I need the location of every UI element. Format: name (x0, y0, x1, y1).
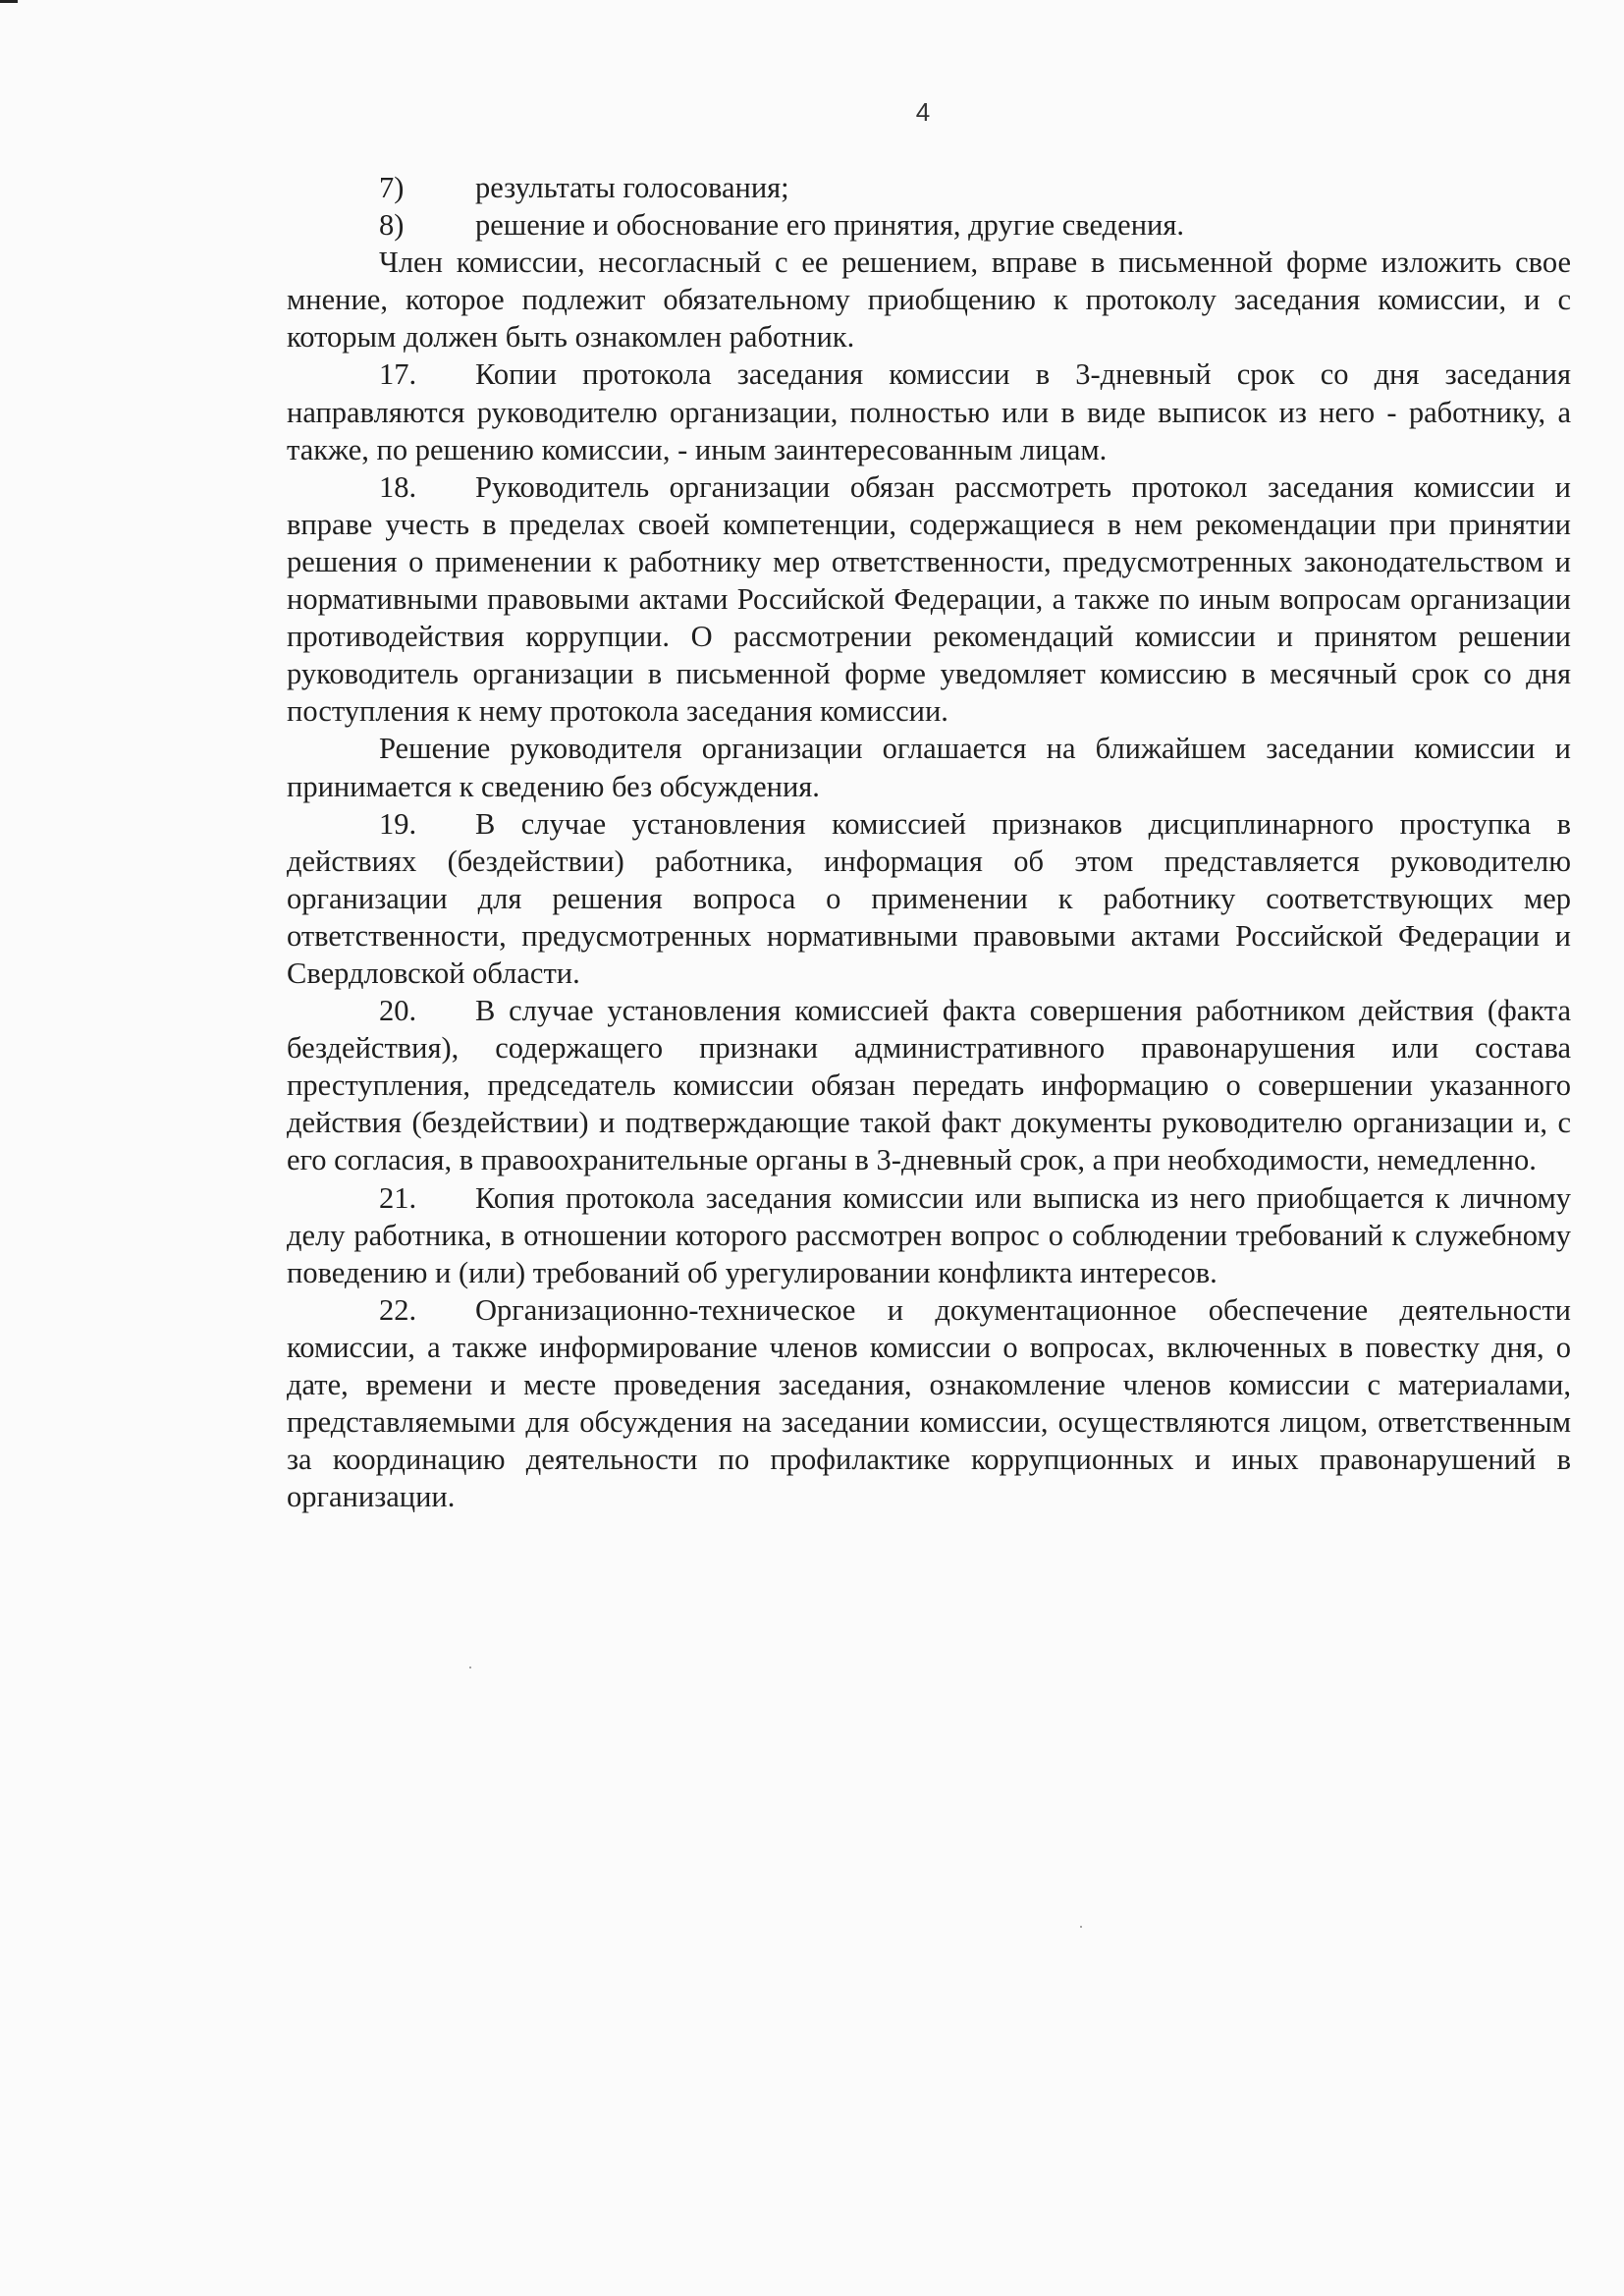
paragraph-text: Член комиссии, несогласный с ее решением, вправе в письменной форме изложить свое мнение, которое подлежит обязательному приобщению к протоколу заседания комиссии, и с которым должен быть ознакомлен работник. (287, 246, 1571, 355)
document-body (287, 169, 1571, 1515)
clause-number: 17. (379, 357, 417, 392)
clause-20 (287, 992, 1571, 1178)
clause-text: В случае установления комиссией факта совершения работником действия (факта бездействия), содержащего признаки административного правонарушения или состава преступления, председатель комиссии обязан передать информацию о совершении указанного действия (бездействии) и подтверждающие такой факт документы руководителю организации и, с его согласия, в правоохранительные органы в 3-дневный срок, а при необходимости, немедленно. (287, 994, 1571, 1177)
clause-number: 19. (379, 806, 417, 841)
clause-number: 18. (379, 469, 417, 504)
item-text: решение и обоснование его принятия, другие сведения. (475, 208, 1184, 243)
clause-19 (287, 805, 1571, 992)
list-item-7 (287, 169, 1571, 206)
list-item-8 (287, 206, 1571, 244)
clause-22 (287, 1291, 1571, 1516)
scan-corner-mark (0, 0, 18, 3)
paragraph-decision (287, 730, 1571, 804)
item-number: 7) (379, 171, 405, 204)
clause-text: Организационно-техническое и документационное обеспечение деятельности комиссии, а также информирование членов комиссии о вопросах, включенных в повестку дня, о дате, времени и месте проведения заседания, ознакомление членов комиссии с материалами, представляемыми для обсуждения на заседании комиссии, осуществляются лицом, ответственным за координацию деятельности по профилактике коррупционных и иных правонарушений в организации. (287, 1292, 1571, 1514)
clause-text: Копии протокола заседания комиссии в 3-дневный срок со дня заседания направляются руководителю организации, полностью или в виде выписок из него - работнику, а также, по решению комиссии, - иным заинтересованным лицам. (287, 357, 1571, 466)
clause-text: Руководитель организации обязан рассмотреть протокол заседания комиссии и вправе учесть в пределах своей компетенции, содержащиеся в нем рекомендации при принятии решения о применении к работнику мер ответственности, предусмотренных законодательством и нормативными правовыми актами Российской Федерации, а также по иным вопросам организации противодействия коррупции. О рассмотрении рекомендаций комиссии и принятом решении руководитель организации в письменной форме уведомляет комиссию в месячный срок со дня поступления к нему протокола заседания комиссии. (287, 469, 1571, 729)
page-number: 4 (915, 97, 931, 127)
item-number: 8) (379, 208, 405, 243)
paragraph-dissent (287, 244, 1571, 355)
clause-21 (287, 1179, 1571, 1291)
clause-text: В случае установления комиссией признаков дисциплинарного проступка в действиях (бездействии) работника, информация об этом представляется руководителю организации для решения вопроса о применении к работнику соответствующих мер ответственности, предусмотренных нормативными правовыми актами Российской Федерации и Свердловской области. (287, 806, 1571, 990)
clause-number: 22. (379, 1292, 417, 1327)
item-text: результаты голосования; (475, 171, 789, 204)
paragraph-text: Решение руководителя организации оглашается на ближайшем заседании комиссии и принимается к сведению без обсуждения. (287, 732, 1571, 803)
scan-speck (1080, 1926, 1082, 1928)
scan-speck (469, 1667, 471, 1668)
clause-17 (287, 355, 1571, 467)
clause-number: 21. (379, 1180, 417, 1215)
clause-text: Копия протокола заседания комиссии или выписка из него приобщается к личному делу работника, в отношении которого рассмотрен вопрос о соблюдении требований к служебному поведению и (или) требований об урегулировании конфликта интересов. (287, 1180, 1571, 1289)
clause-18 (287, 468, 1571, 731)
clause-number: 20. (379, 994, 417, 1028)
